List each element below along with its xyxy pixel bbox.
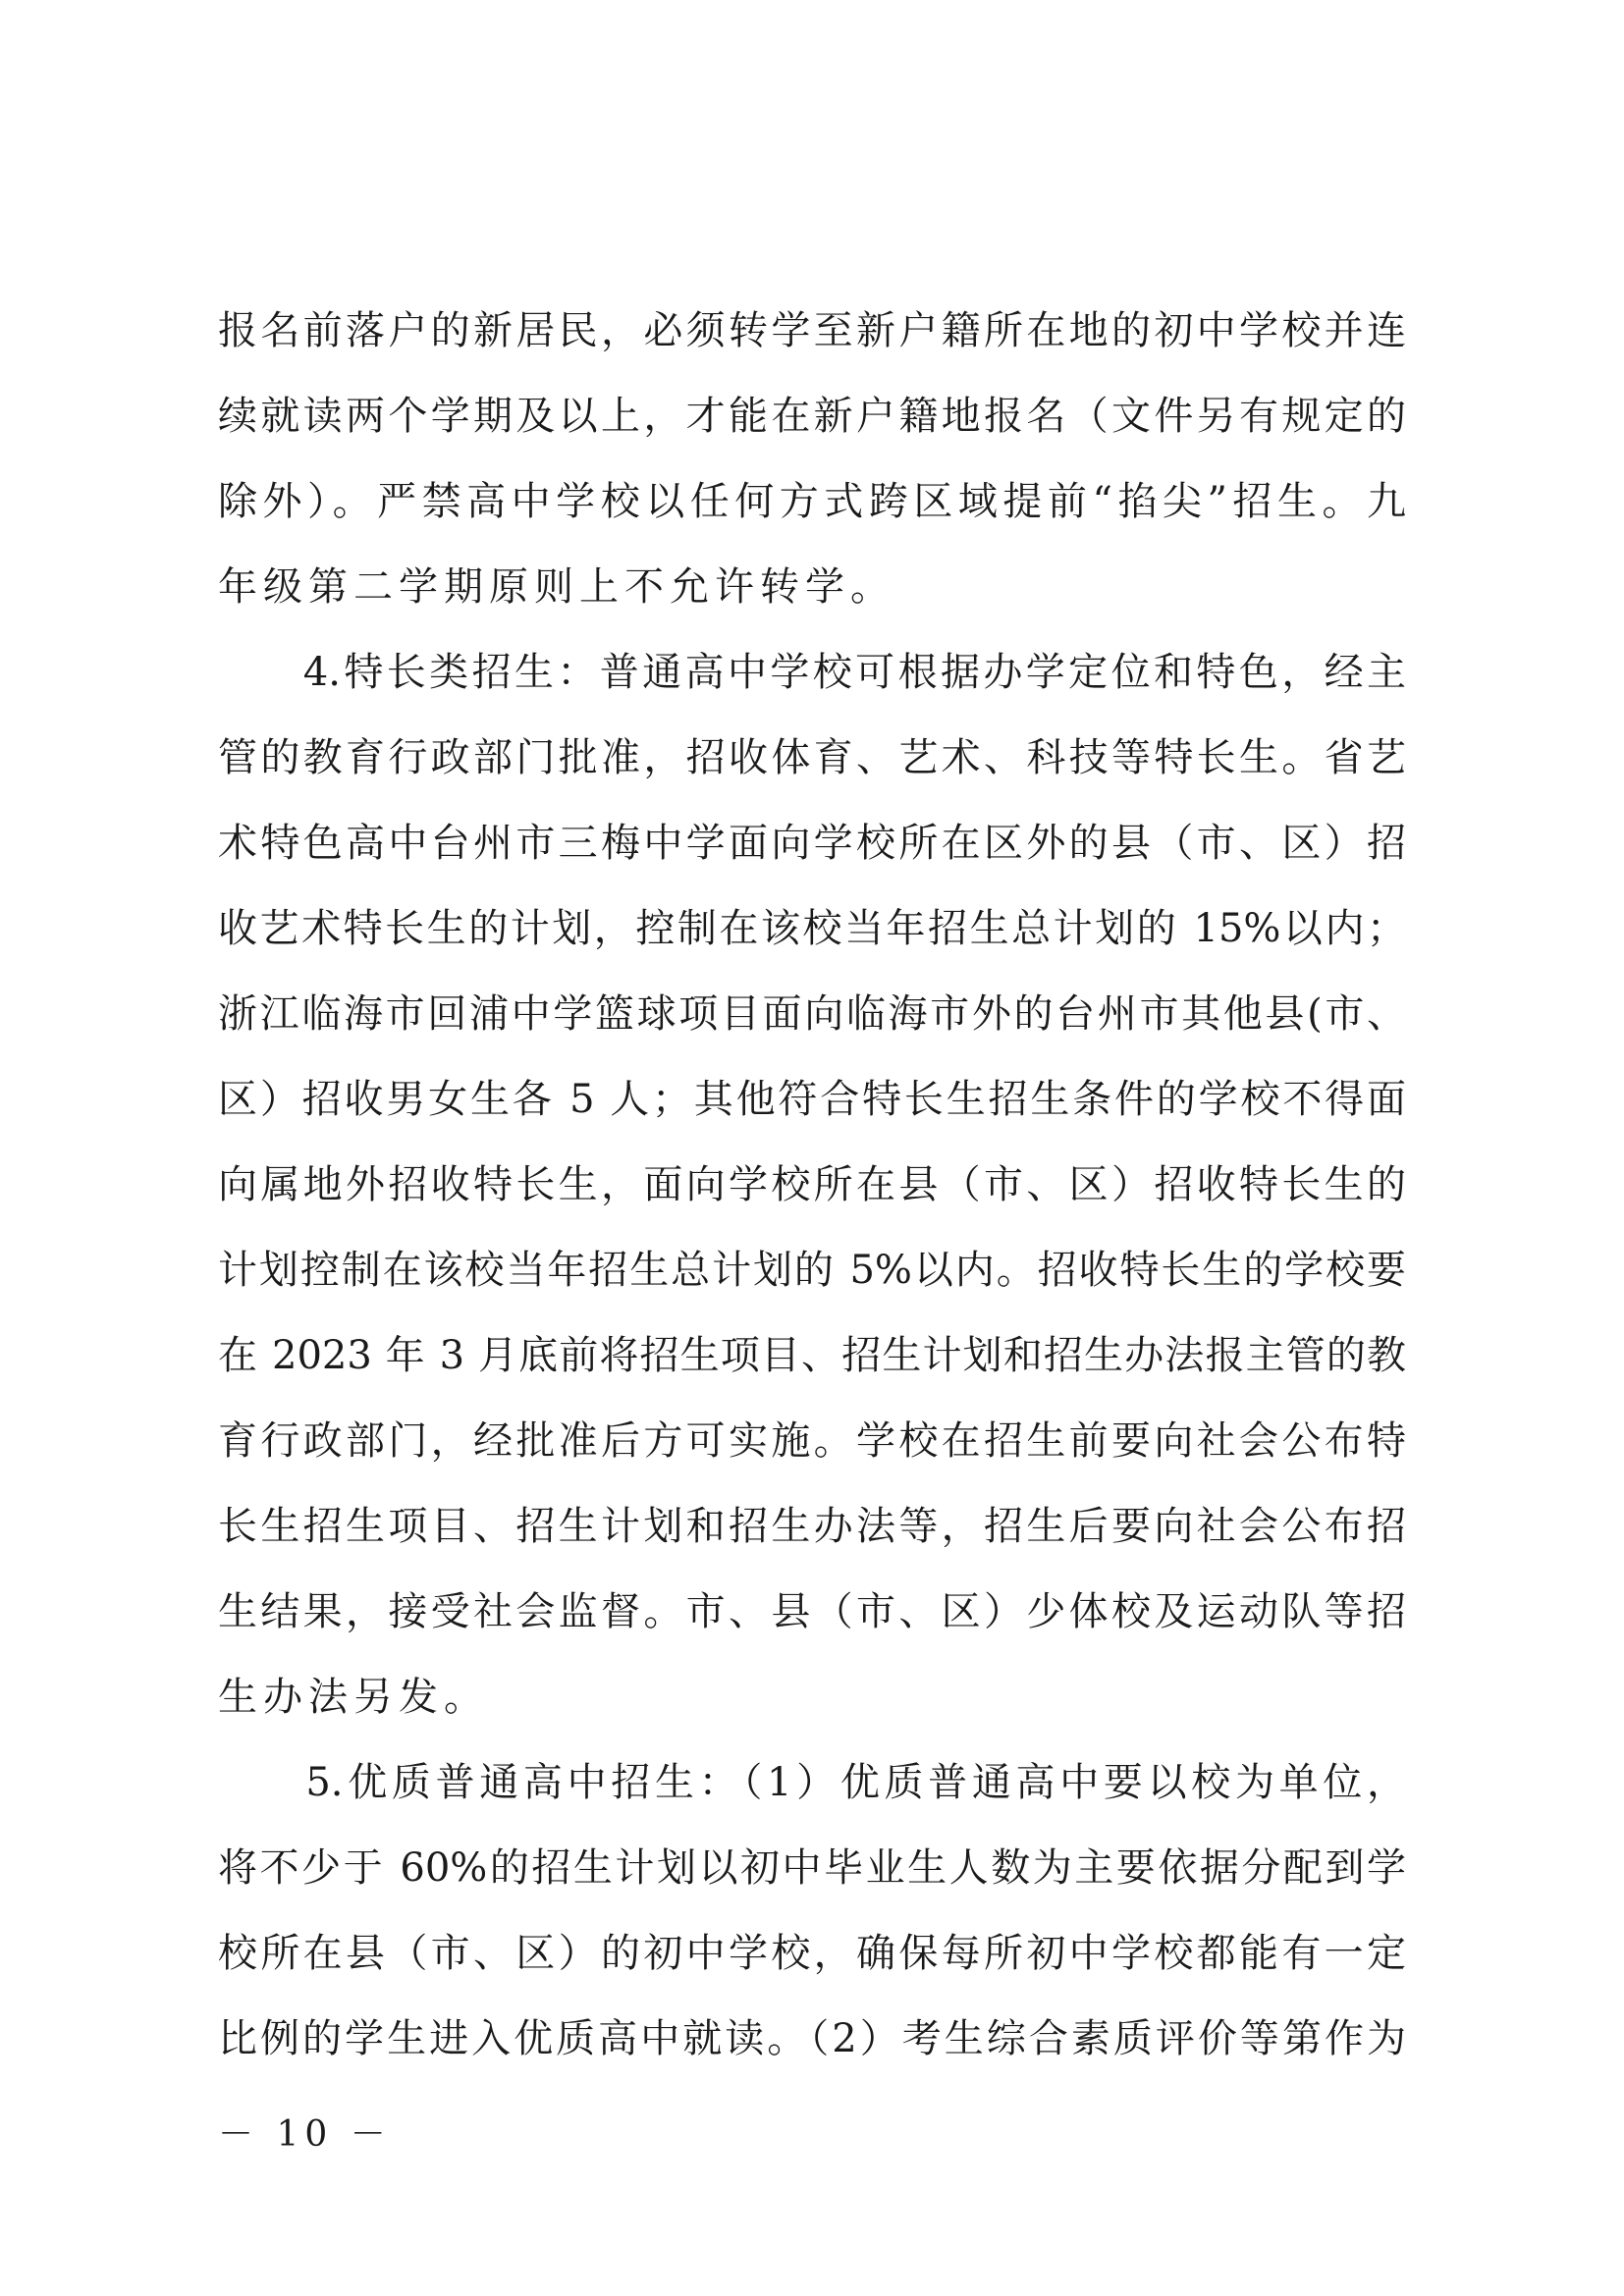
body-line: 收艺术特长生的计划，控制在该校当年招生总计划的 15%以内； <box>218 906 1406 951</box>
body-line: 4.特长类招生：普通高中学校可根据办学定位和特色，经主 <box>218 650 1406 695</box>
body-line: 生办法另发。 <box>218 1675 489 1720</box>
body-line: 长生招生项目、招生计划和招生办法等，招生后要向社会公布招 <box>218 1504 1406 1549</box>
body-line: 校所在县（市、区）的初中学校，确保每所初中学校都能有一定 <box>218 1931 1406 1976</box>
body-line: 5.优质普通高中招生：（1）优质普通高中要以校为单位， <box>218 1760 1406 1805</box>
body-line: 报名前落户的新居民，必须转学至新户籍所在地的初中学校并连 <box>218 308 1406 353</box>
body-line: 管的教育行政部门批准，招收体育、艺术、科技等特长生。省艺 <box>218 735 1406 780</box>
body-line: 生结果，接受社会监督。市、县（市、区）少体校及运动队等招 <box>218 1589 1406 1634</box>
body-line: 续就读两个学期及以上，才能在新户籍地报名（文件另有规定的 <box>218 394 1406 439</box>
body-line: 向属地外招收特长生，面向学校所在县（市、区）招收特长生的 <box>218 1162 1406 1207</box>
body-line: 除外）。严禁高中学校以任何方式跨区域提前“掐尖”招生。九 <box>218 479 1406 524</box>
body-line: 年级第二学期原则上不允许转学。 <box>218 564 895 610</box>
body-line: 浙江临海市回浦中学篮球项目面向临海市外的台州市其他县(市、 <box>218 991 1406 1037</box>
body-line: 将不少于 60%的招生计划以初中毕业生人数为主要依据分配到学 <box>218 1845 1406 1891</box>
body-line: 在 2023 年 3 月底前将招生项目、招生计划和招生办法报主管的教 <box>218 1333 1406 1378</box>
body-line: 术特色高中台州市三梅中学面向学校所在区外的县（市、区）招 <box>218 821 1406 866</box>
body-line: 区）招收男女生各 5 人；其他符合特长生招生条件的学校不得面 <box>218 1077 1406 1122</box>
page-number: － 10 － <box>218 2114 392 2155</box>
body-line: 育行政部门，经批准后方可实施。学校在招生前要向社会公布特 <box>218 1418 1406 1464</box>
body-line: 比例的学生进入优质高中就读。（2）考生综合素质评价等第作为 <box>218 2016 1406 2061</box>
body-line: 计划控制在该校当年招生总计划的 5%以内。招收特长生的学校要 <box>218 1248 1406 1293</box>
